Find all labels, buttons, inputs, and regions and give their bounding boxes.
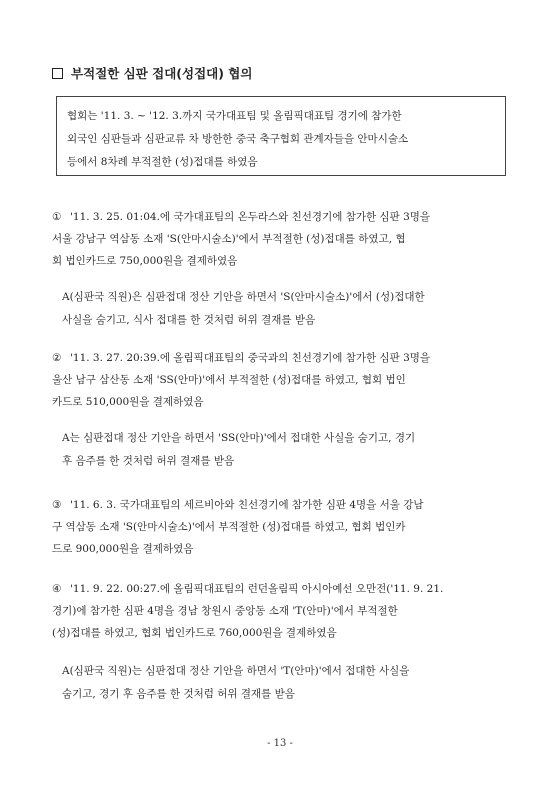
page-number: - 13 - xyxy=(267,738,293,749)
note-line: 숨기고, 경기 후 음주를 한 것처럼 허위 결재를 받음 xyxy=(62,688,295,700)
note-line: 후 음주를 한 것처럼 허위 결재를 받음 xyxy=(62,455,235,467)
item-line: 서울 강남구 역삼동 소재 'S(안마시술소)'에서 부적절한 (성)접대를 하였고, 협 xyxy=(52,233,406,245)
item-line: 울산 남구 삼산동 소재 'SS(안마)'에서 부적절한 (성)접대를 하였고, 협회 법인 xyxy=(52,374,406,386)
note-line: A는 심판접대 정산 기안을 하면서 'SS(안마)'에서 접대한 사실을 숨기고, 경기 xyxy=(62,432,416,444)
case-item-2 xyxy=(52,347,512,413)
item-line: '11. 9. 22. 00:27.에 올림픽대표팀의 런던올림픽 아시아예선 오만전('11. 9. 21. xyxy=(70,583,444,595)
summary-box xyxy=(56,96,506,176)
item-marker: ④ xyxy=(52,583,62,595)
note-line: A(심판국 직원)은 심판접대 정산 기안을 하면서 'S(안마시술소)'에서 (성)접대한 xyxy=(62,291,425,303)
item-line: 경기)에 참가한 심판 4명을 경남 창원시 중앙동 소재 'T(안마)'에서 부적절한 xyxy=(52,605,398,617)
item-line: '11. 3. 27. 20:39.에 올림픽대표팀의 중국과의 친선경기에 참가한 심판 3명을 xyxy=(70,352,431,364)
item-line: '11. 3. 25. 01:04.에 국가대표팀의 온두라스와 친선경기에 참가한 심판 3명을 xyxy=(70,211,431,223)
summary-line: 외국인 심판들과 심판교류 차 방한한 중국 축구협회 관계자들을 안마시술소 xyxy=(67,133,409,145)
summary-line: 협회는 '11. 3. ~ '12. 3.까지 국가대표팀 및 올림픽대표팀 경기에 참가한 xyxy=(67,110,402,122)
item-line: '11. 6. 3. 국가대표팀의 세르비아와 친선경기에 참가한 심판 4명을 서울 강남 xyxy=(70,499,424,511)
case-note-1 xyxy=(62,286,512,332)
summary-line: 등에서 8차례 부적절한 (성)접대를 하였음 xyxy=(67,156,258,168)
case-note-4 xyxy=(62,660,512,706)
case-item-3 xyxy=(52,494,512,560)
note-line: 사실을 숨기고, 식사 접대를 한 것처럼 허위 결재를 받음 xyxy=(62,314,316,326)
item-marker: ① xyxy=(52,211,62,223)
section-heading xyxy=(52,64,252,82)
note-line: A(심판국 직원)는 심판접대 정산 기안을 하면서 'T(안마)'에서 접대한 사실을 xyxy=(62,665,410,677)
case-item-4 xyxy=(52,578,512,644)
item-line: 구 역삼동 소재 'S(안마시술소)'에서 부적절한 (성)접대를 하였고, 협회 법인카 xyxy=(52,521,406,533)
item-marker: ③ xyxy=(52,499,62,511)
item-marker: ② xyxy=(52,352,62,364)
item-line: 카드로 510,000원을 결제하였음 xyxy=(52,396,204,408)
item-line: (성)접대를 하였고, 협회 법인카드로 760,000원을 결제하였음 xyxy=(52,627,337,639)
checkbox-icon xyxy=(52,68,63,79)
item-line: 드로 900,000원을 결제하였음 xyxy=(52,543,194,555)
case-note-2 xyxy=(62,427,512,473)
case-item-1 xyxy=(52,206,512,272)
item-line: 회 법인카드로 750,000원을 결제하였음 xyxy=(52,255,238,267)
section-heading-text: 부적절한 심판 접대(성접대) 협의 xyxy=(71,66,253,81)
